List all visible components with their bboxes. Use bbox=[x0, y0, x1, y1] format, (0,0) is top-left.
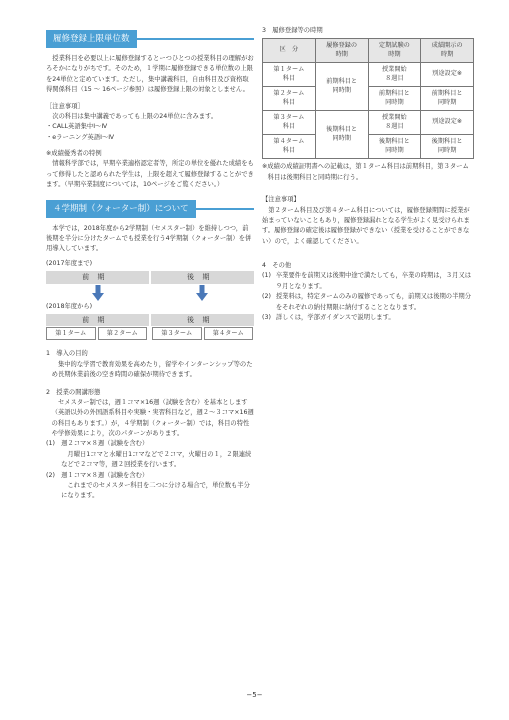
semester-bar bbox=[46, 271, 254, 284]
paragraph-quarter-intro: 本学では，2018年度から2学期制（セメスター制）を維持しつつ，前後期を半分に分けたタームでも授業を行う4学期制（クォーター制）を併用導入しています。 bbox=[46, 224, 252, 253]
table-cell: 第２ターム 科目 bbox=[263, 87, 316, 111]
pattern-item bbox=[46, 439, 254, 449]
table-cell: 第１ターム 科目 bbox=[263, 63, 316, 87]
other-item-text: 詳しくは，学部ガイダンスで説明します。 bbox=[275, 313, 395, 321]
other-item-number: (1) bbox=[262, 272, 271, 280]
heading-label: ４学期制（クォーター制）について bbox=[46, 200, 196, 218]
registration-schedule-table bbox=[262, 38, 474, 159]
section-heading-quarter-system bbox=[46, 200, 254, 218]
label-2017: (2017年度まで) bbox=[46, 259, 93, 267]
pattern-body: 月曜日1コマと水曜日1コマなどで２コマ，火曜日の１，２限連続などで２コマ等，週２回授業を行います。 bbox=[61, 450, 252, 469]
section4-title: 4 その他 bbox=[262, 262, 292, 269]
note-item: ・eラーニング英語Ⅰ～Ⅳ bbox=[46, 133, 115, 141]
section3-title: 3 履修登録等の時期 bbox=[262, 27, 323, 34]
notice-body: 第２ターム科目及び第４ターム科目については，履修登録期間に授業が始まっていないこともあり，履修登録漏れとなる学生がよく見受けられます。履修登録の確定後は履修登録ができない（授業を受けることができない）ので，よく確認してください。 bbox=[262, 206, 470, 245]
item-body: 集中的な学習で教育効果を高めたり，留学やインターンシップ等のため長期休業前後の空き時間の確保が期待できます。 bbox=[51, 360, 253, 379]
table-cell: 第３ターム 科目 bbox=[263, 111, 316, 135]
note-item: ・CALL英語集中Ⅰ～Ⅳ bbox=[46, 123, 108, 131]
table-cell: 前期科目と 同時期 bbox=[421, 87, 474, 111]
pattern-body: これまでのセメスター科目を二つに分ける場合で，単位数も半分になります。 bbox=[61, 481, 250, 500]
table-cell: 後期科目と 同時期 bbox=[315, 111, 368, 159]
heading-rule bbox=[137, 38, 254, 40]
table-cell: 前期科目と 同時期 bbox=[315, 63, 368, 111]
term-cell: 第３ターム bbox=[152, 327, 202, 340]
table-header-cell: 履修登録の 時期 bbox=[315, 39, 368, 63]
other-item-text: 授業料は，特定タームのみの履修であっても，前期又は後期の半期分をそれぞれの納付期限に納付することとなります。 bbox=[275, 293, 471, 311]
other-item bbox=[262, 271, 474, 292]
table-row bbox=[263, 111, 474, 135]
left-column bbox=[46, 30, 254, 502]
item-title: 1 導入の目的 bbox=[46, 350, 88, 358]
item-body: セメスター制では，週１コマ×16週（試験を含む）を基本とします（英語以外の外国語系科目や実験・実習科目など，週２～３コマ×16週の科目もあります。）が，４学期制（クォーター制）では，科目の特性や学修効果により，次のパターンがあります。 bbox=[51, 398, 254, 438]
note-title: ［注意事項］ bbox=[46, 102, 84, 110]
table-header-row bbox=[263, 39, 474, 63]
first-half-cell: 前期 bbox=[46, 271, 151, 284]
table-cell: 授業開始 ８週目 bbox=[368, 63, 421, 87]
second-half-cell: 後期 bbox=[151, 271, 254, 284]
table-row bbox=[263, 63, 474, 87]
item-title: 2 授業の開講形態 bbox=[46, 388, 101, 396]
down-arrow-icon bbox=[92, 284, 104, 302]
heading-rule bbox=[196, 208, 254, 210]
special-body: 情報科学部では，早期卒業適格認定者等，所定の単位を優れた成績をもって修得したと認められた学生は，上限を超えて履修登録することができます。（早期卒業制度については，10ページをご覧ください。） bbox=[46, 160, 254, 189]
heading-label: 履修登録上限単位数 bbox=[46, 30, 137, 48]
note-body: 次の科目は集中講義であっても上限の24単位に含みます。 bbox=[52, 112, 218, 120]
label-2018: (2018年度から) bbox=[46, 303, 93, 311]
notice-title: 【注意事項】 bbox=[262, 196, 300, 204]
table-header-cell: 区 分 bbox=[263, 39, 316, 63]
pattern-number: (1) bbox=[46, 440, 55, 448]
pattern-title: 週２コマ×８週（試験を含む） bbox=[61, 440, 149, 448]
term-cell: 第４ターム bbox=[204, 327, 254, 340]
table-cell: 第４ターム 科目 bbox=[263, 135, 316, 159]
pattern-title: 週１コマ×８週（試験を含む） bbox=[61, 471, 149, 479]
pattern-number: (2) bbox=[46, 471, 55, 479]
table-row bbox=[263, 87, 474, 111]
table-cell: 別途設定※ bbox=[421, 111, 474, 135]
table-row bbox=[263, 135, 474, 159]
table-cell: 前期科目と 同時期 bbox=[368, 87, 421, 111]
table-cell: 別途設定※ bbox=[421, 63, 474, 87]
special-title: ※成績優秀者の特例 bbox=[46, 150, 102, 158]
table-cell: 後期科目と 同時期 bbox=[368, 135, 421, 159]
table-header-cell: 定期試験の 時期 bbox=[368, 39, 421, 63]
paragraph-credit-limit: 授業科目を必要以上に履修登録するとーつひとつの授業科目の理解がおろそかになりがちです。そのため，１学期に履修登録できる単位数の上限を24単位と定めています。ただし，集中講義科目，自由科目及び資格取得関係科目（15 ～ 16ページ参照）は履修登録上限の対象としません。 bbox=[46, 55, 254, 94]
term-diagram bbox=[46, 259, 254, 341]
semester-bar-2018 bbox=[46, 314, 254, 326]
other-item bbox=[262, 313, 474, 323]
other-item-number: (3) bbox=[262, 313, 271, 321]
down-arrow-icon bbox=[196, 284, 208, 302]
first-half-cell: 前期 bbox=[46, 314, 151, 326]
right-column bbox=[262, 26, 474, 323]
term-cell: 第１ターム bbox=[46, 327, 96, 340]
second-half-cell: 後期 bbox=[151, 314, 254, 326]
term-row bbox=[46, 327, 254, 340]
section-heading-credit-limit bbox=[46, 30, 254, 48]
term-cell: 第２ターム bbox=[98, 327, 148, 340]
other-item-number: (2) bbox=[262, 293, 271, 301]
pattern-item bbox=[46, 471, 254, 481]
table-header-cell: 成績開示の 時期 bbox=[421, 39, 474, 63]
table-cell: 授業開始 ８週目 bbox=[368, 111, 421, 135]
table-note: ※成績の成績証明書への記載は，第１ターム科目は前期科目，第３ターム科目は後期科目と同時期に行う。 bbox=[262, 163, 469, 181]
other-item-text: 卒業要件を前期又は後期中途で満たしても，卒業の時期は，３月又は９月となります。 bbox=[275, 272, 472, 290]
table-cell: 後期科目と 同時期 bbox=[421, 135, 474, 159]
page-number: −5− bbox=[246, 691, 263, 699]
other-item bbox=[262, 292, 474, 313]
